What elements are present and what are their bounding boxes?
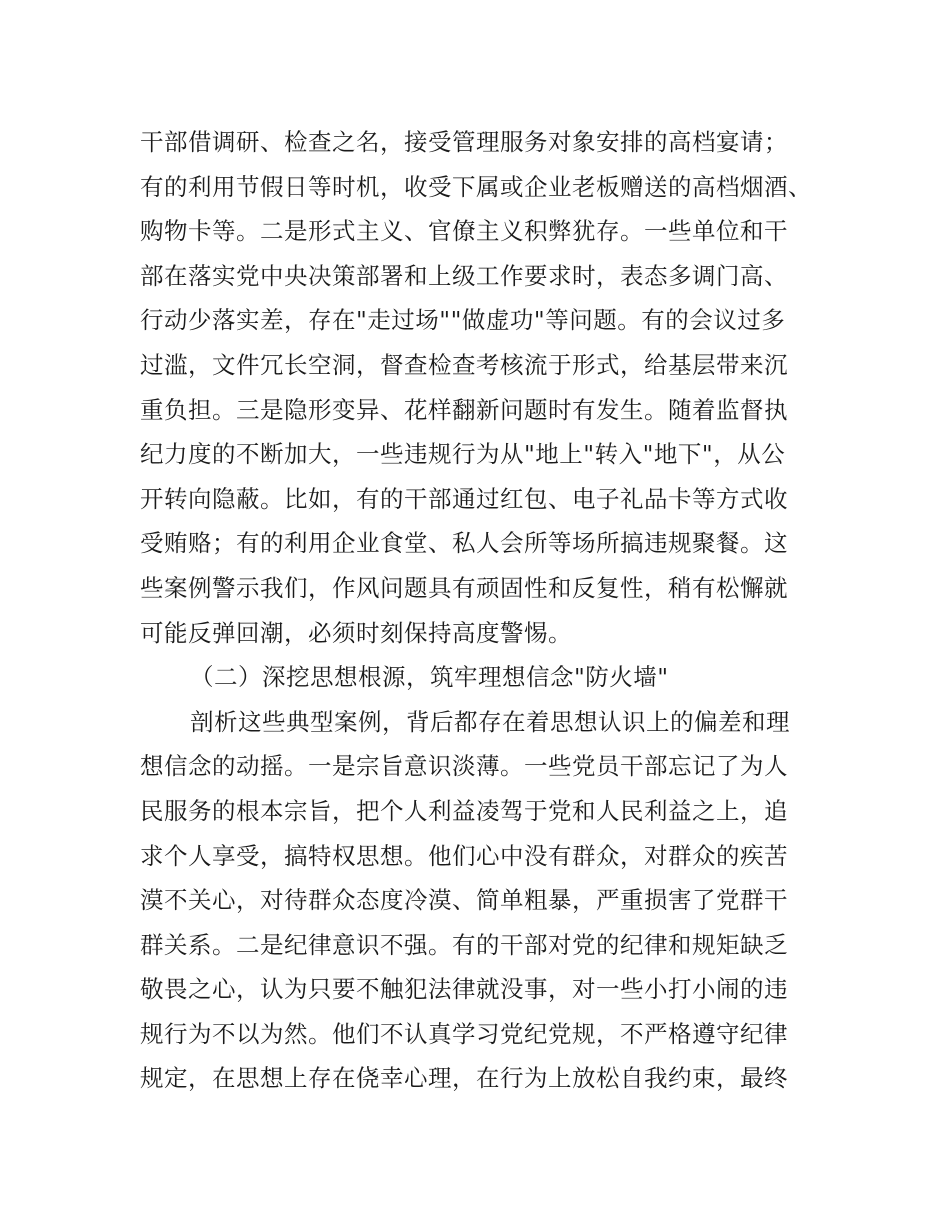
document-body <box>140 120 830 1101</box>
text-line: 敬畏之心，认为只要不触犯法律就没事，对一些小打小闹的违 <box>140 975 788 1004</box>
text-line: 过滥，文件冗长空洞，督查检查考核流于形式，给基层带来沉 <box>140 350 788 379</box>
text-line: 漠不关心，对待群众态度冷漠、简单粗暴，严重损害了党群干 <box>140 886 788 915</box>
text-line: 部在落实党中央决策部署和上级工作要求时，表态多调门高、 <box>140 261 788 290</box>
text-line: 受贿赂；有的利用企业食堂、私人会所等场所搞违规聚餐。这 <box>140 529 788 558</box>
text-line: 行动少落实差，存在"走过场""做虚功"等问题。有的会议过多 <box>140 306 786 335</box>
text-line: 些案例警示我们，作风问题具有顽固性和反复性，稍有松懈就 <box>140 573 788 602</box>
text-line: 规行为不以为然。他们不认真学习党纪党规，不严格遵守纪律 <box>140 1019 788 1048</box>
text-line: 开转向隐蔽。比如，有的干部通过红包、电子礼品卡等方式收 <box>140 484 788 513</box>
text-line: 剖析这些典型案例，背后都存在着思想认识上的偏差和理 <box>190 707 790 736</box>
text-line: 干部借调研、检查之名，接受管理服务对象安排的高档宴请； <box>140 128 788 156</box>
text-line: 有的利用节假日等时机，收受下属或企业老板赠送的高档烟酒、 <box>140 172 812 201</box>
text-line: 想信念的动摇。一是宗旨意识淡薄。一些党员干部忘记了为人 <box>140 752 788 781</box>
text-line: 可能反弹回潮，必须时刻保持高度警惕。 <box>140 618 572 647</box>
text-line: 规定，在思想上存在侥幸心理，在行为上放松自我约束，最终 <box>140 1064 788 1093</box>
text-line: 群关系。二是纪律意识不强。有的干部对党的纪律和规矩缺乏 <box>140 930 788 959</box>
text-line: 购物卡等。二是形式主义、官僚主义积弊犹存。一些单位和干 <box>140 217 788 246</box>
text-line: 纪力度的不断加大，一些违规行为从"地上"转入"地下"，从公 <box>140 440 786 469</box>
text-line: 求个人享受，搞特权思想。他们心中没有群众，对群众的疾苦 <box>140 841 788 870</box>
section-heading: （二）深挖思想根源，筑牢理想信念"防火墙" <box>190 663 669 692</box>
text-line: 民服务的根本宗旨，把个人利益凌驾于党和人民利益之上，追 <box>140 796 788 825</box>
text-line: 重负担。三是隐形变异、花样翻新问题时有发生。随着监督执 <box>140 395 788 424</box>
